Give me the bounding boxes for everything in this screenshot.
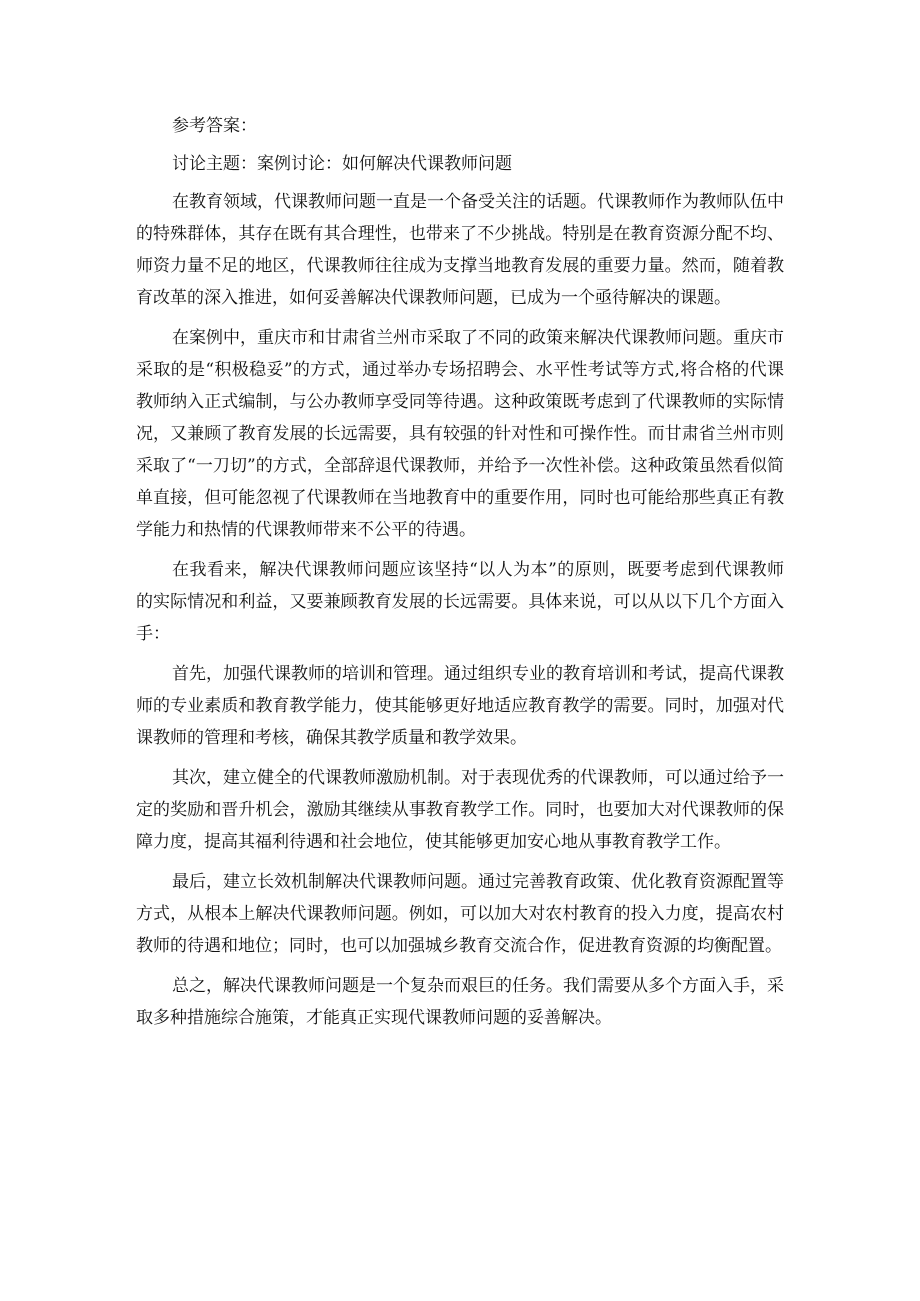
discussion-topic: 讨论主题：案例讨论：如何解决代课教师问题 [172, 154, 512, 174]
document-body [136, 110, 784, 1042]
answer-heading: 参考答案： [172, 116, 257, 136]
paragraph-first-measure: 首先，加强代课教师的培训和管理。通过组织专业的教育培训和考试，提高代课教师的专业素质和教育教学能力，使其能够更好地适应教育教学的需要。同时，加强对代课教师的管理和考核，确保其教学质量和教学效果。 [136, 664, 784, 748]
paragraph-case-analysis: 在案例中，重庆市和甘肃省兰州市采取了不同的政策来解决代课教师问题。重庆市采取的是“积极稳妥”的方式，通过举办专场招聘会、水平性考试等方式,将合格的代课教师纳入正式编制，与公办教师享受同等待遇。这种政策既考虑到了代课教师的实际情况，又兼顾了教育发展的长远需要，具有较强的针对性和可操作性。而甘肃省兰州市则采取了“一刀切”的方式，全部辞退代课教师，并给予一次性补偿。这种政策虽然看似简单直接，但可能忽视了代课教师在当地教育中的重要作用，同时也可能给那些真正有教学能力和热情的代课教师带来不公平的待遇。 [136, 328, 784, 540]
paragraph-intro: 在教育领域，代课教师问题一直是一个备受关注的话题。代课教师作为教师队伍中的特殊群体，其存在既有其合理性，也带来了不少挑战。特别是在教育资源分配不均、师资力量不足的地区，代课教师往往成为支撑当地教育发展的重要力量。然而，随着教育改革的深入推进，如何妥善解决代课教师问题，已成为一个亟待解决的课题。 [136, 192, 784, 308]
paragraph-opinion: 在我看来，解决代课教师问题应该坚持“以人为本”的原则，既要考虑到代课教师的实际情况和利益，又要兼顾教育发展的长远需要。具体来说，可以从以下几个方面入手： [136, 560, 784, 644]
paragraph-second-measure: 其次，建立健全的代课教师激励机制。对于表现优秀的代课教师，可以通过给予一定的奖励和晋升机会，激励其继续从事教育教学工作。同时，也要加大对代课教师的保障力度，提高其福利待遇和社会地位，使其能够更加安心地从事教育教学工作。 [136, 768, 784, 852]
paragraph-third-measure: 最后，建立长效机制解决代课教师问题。通过完善教育政策、优化教育资源配置等方式，从根本上解决代课教师问题。例如，可以加大对农村教育的投入力度，提高农村教师的待遇和地位；同时，也可以加强城乡教育交流合作，促进教育资源的均衡配置。 [136, 872, 784, 956]
paragraph-conclusion: 总之，解决代课教师问题是一个复杂而艰巨的任务。我们需要从多个方面入手，采取多种措施综合施策，才能真正实现代课教师问题的妥善解决。 [136, 976, 784, 1028]
